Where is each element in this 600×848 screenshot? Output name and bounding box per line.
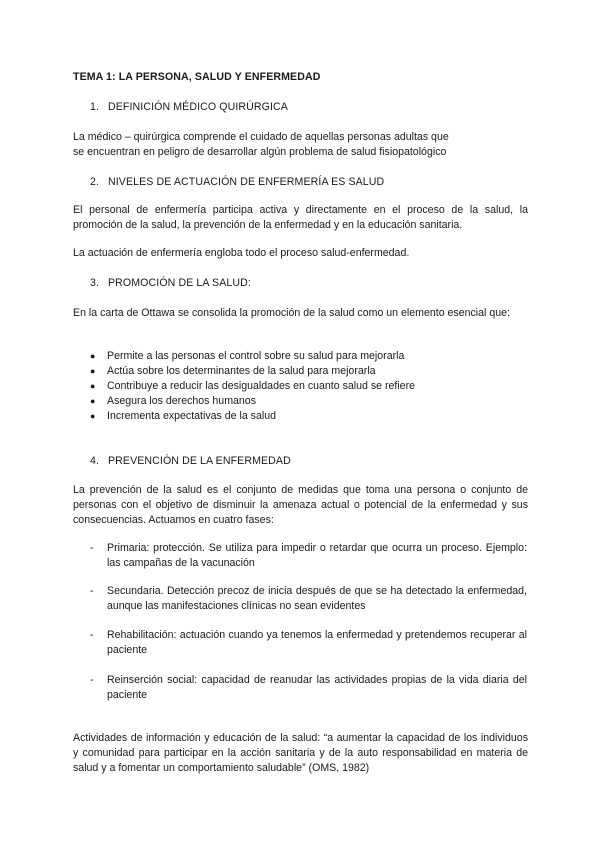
prevencion-intro: La prevención de la salud es el conjunto de medidas que toma una persona o conjunto de personas con el objetivo de disminuir la amenaza actual o potencial de la enfermedad y sus consecuencias. Actuamos en cuatro fases: (73, 484, 528, 526)
list-item (90, 364, 510, 379)
actividades-paragraph: Actividades de información y educación de la salud: “a aumentar la capacidad de los individuos y comunidad para participar en la acción sanitaria y de la auto responsabilidad en materia de salud y a fomentar un comportamiento saludable” (OMS, 1982) (73, 732, 528, 774)
prevention-phase-rehabilitacion (90, 628, 527, 658)
promocion-intro: En la carta de Ottawa se consolida la promoción de la salud como un elemento esencial que: (73, 307, 510, 319)
section-number: 4. (90, 455, 100, 467)
phase-text: Secundaria. Detección precoz de inicia después de que se ha detectado la enfermedad, aunque las manifestaciones clínicas no sean evidentes (107, 585, 527, 612)
phase-text: Primaria: protección. Se utiliza para impedir o retardar que ocurra un proceso. Ejemplo: las campañas de la vacunación (107, 542, 527, 569)
dash-bullet: - (90, 674, 94, 686)
list-item (90, 349, 510, 364)
section-number: 1. (90, 101, 100, 113)
section-heading-3 (90, 276, 510, 291)
prevention-phase-secundaria (90, 584, 527, 614)
section-heading-4 (90, 454, 510, 469)
list-item (90, 394, 510, 409)
promocion-bullet-list (90, 349, 510, 424)
list-item (90, 379, 510, 394)
list-item-text: Contribuye a reducir las desigualdades en cuanto salud se refiere (107, 380, 415, 392)
section-title: PREVENCIÓN DE LA ENFERMEDAD (108, 455, 291, 467)
bullet-icon: ● (90, 381, 96, 391)
section-number: 2. (90, 176, 100, 188)
phase-text: Rehabilitación: actuación cuando ya tenemos la enfermedad y pretendemos recuperar al paciente (107, 629, 527, 656)
bullet-icon: ● (90, 351, 96, 361)
niveles-paragraph-1: El personal de enfermería participa activa y directamente en el proceso de la salud, la promoción de la salud, la prevención de la enfermedad y en la educación sanitaria. (73, 204, 528, 231)
document-title: TEMA 1: LA PERSONA, SALUD Y ENFERMEDAD (73, 71, 321, 83)
list-item-text: Asegura los derechos humanos (107, 395, 256, 407)
prevention-phase-reinsercion (90, 673, 527, 703)
text-line: se encuentran en peligro de desarrollar algún problema de salud fisiopatológico (73, 146, 447, 158)
niveles-paragraph-2: La actuación de enfermería engloba todo el proceso salud-enfermedad. (73, 247, 410, 259)
text-line: La médico – quirúrgica comprende el cuidado de aquellas personas adultas que (73, 131, 449, 143)
list-item-text: Actúa sobre los determinantes de la salud para mejorarla (107, 365, 376, 377)
section-title: NIVELES DE ACTUACIÓN DE ENFERMERÍA ES SALUD (108, 176, 385, 188)
list-item (90, 409, 510, 424)
dash-bullet: - (90, 585, 94, 597)
section-title: DEFINICIÓN MÉDICO QUIRÚRGICA (108, 101, 288, 113)
list-item-text: Permite a las personas el control sobre su salud para mejorarla (107, 350, 405, 362)
bullet-icon: ● (90, 411, 96, 421)
bullet-icon: ● (90, 396, 96, 406)
prevention-phase-primaria (90, 541, 527, 571)
section-heading-1 (90, 100, 510, 115)
dash-bullet: - (90, 542, 94, 554)
list-item-text: Incrementa expectativas de la salud (107, 410, 277, 422)
section-title: PROMOCIÓN DE LA SALUD: (108, 277, 251, 289)
section-number: 3. (90, 277, 100, 289)
bullet-icon: ● (90, 366, 96, 376)
definicion-paragraph (73, 130, 528, 160)
section-heading-2 (90, 175, 510, 190)
dash-bullet: - (90, 629, 94, 641)
phase-text: Reinserción social: capacidad de reanudar las actividades propias de la vida diaria del paciente (107, 674, 527, 701)
